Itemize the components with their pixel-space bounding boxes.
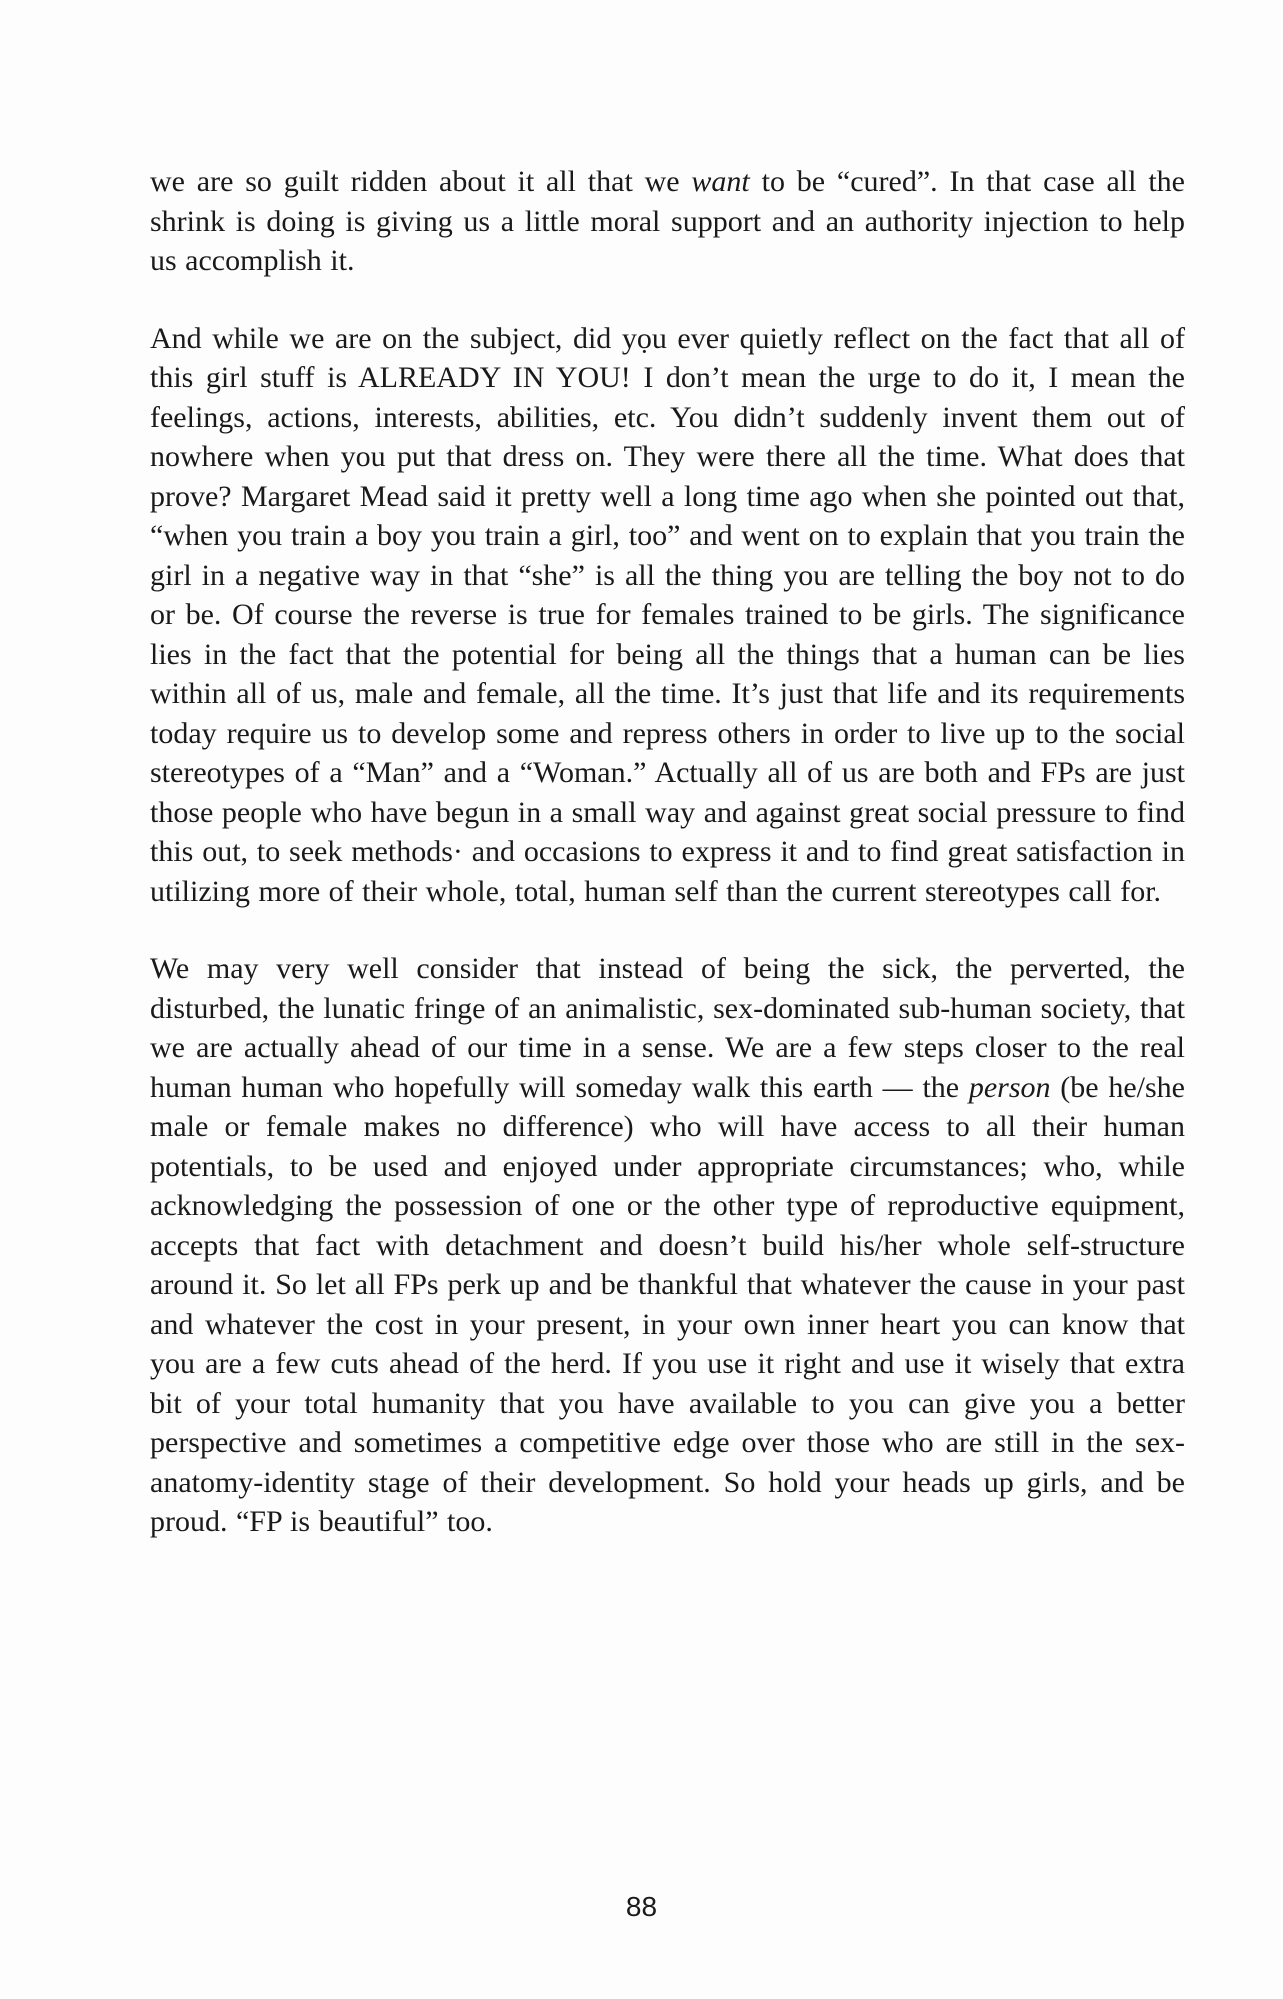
paragraph-1-text-b: to be “cured”. In that case all the shrink is doing is giving us a little moral support and an authority injection to help us accomplish it. — [150, 165, 1185, 277]
paragraph-3 — [150, 949, 1185, 1542]
paragraph-1-text-a: we are so guilt ridden about it all that we — [150, 165, 692, 198]
page-number: 88 — [625, 1891, 658, 1922]
body-text — [150, 162, 1185, 1580]
paragraph-1 — [150, 162, 1185, 281]
paragraph-3-emphasis-person: person — [968, 1070, 1051, 1104]
paragraph-2: And while we are on the subject, did yọu ever quietly reflect on the fact that all of this girl stuff is ALREADY IN YOU! I don’t mean the urge to do it, I mean the feelings, actions, interests, abilities, etc. You didn’t suddenly invent them out of nowhere when you put that dress on. They were there all the time. What does that prove? Margaret Mead said it pretty well a long time ago when she pointed out that, “when you train a boy you train a girl, too” and went on to explain that you train the girl in a negative way in that “she” is all the thing you are telling the boy not to do or be. Of course the reverse is true for females trained to be girls. The significance lies in the fact that the potential for being all the things that a human can be lies within all of us, male and female, all the time. It’s just that life and its requirements today require us to develop some and repress others in order to live up to the social stereotypes of a “Man” and a “Woman.” Actually all of us are both and FPs are just those people who have begun in a small way and against great social pressure to find this out, to seek methods· and occasions to express it and to find great satisfaction in utilizing more of their whole, total, human self than the current stereotypes call for. — [150, 321, 1185, 908]
paragraph-3-text-b: (be he/she male or female makes no difference) who will have access to all their human potentials, to be used and enjoyed under appropriate circumstances; who, while acknowledging the possession of one or the other type of reproductive equipment, accepts that fact with detachment and doesn’t build his/her whole self-structure around it. So let all FPs perk up and be thankful that whatever the cause in your past and whatever the cost in your present, in your own inner heart you can know that you are a few cuts ahead of the herd. If you use it right and use it wisely that extra bit of your total humanity that you have available to you can give you a better perspective and sometimes a competitive edge over those who are still in the sex-anatomy-identity stage of their development. So hold your heads up girls, and be proud. “FP is beautiful” too. — [150, 1070, 1185, 1538]
paragraph-3-text-a: We may very well consider that instead of being the sick, the perverted, the disturbed, the lunatic fringe of an animalistic, sex-dominated sub-human society, that we are actually ahead of our time in a sense. We are a few steps closer to the real human human who hopefully will someday walk this earth — the — [150, 952, 1185, 1104]
paragraph-1-emphasis-want: want — [691, 165, 750, 198]
